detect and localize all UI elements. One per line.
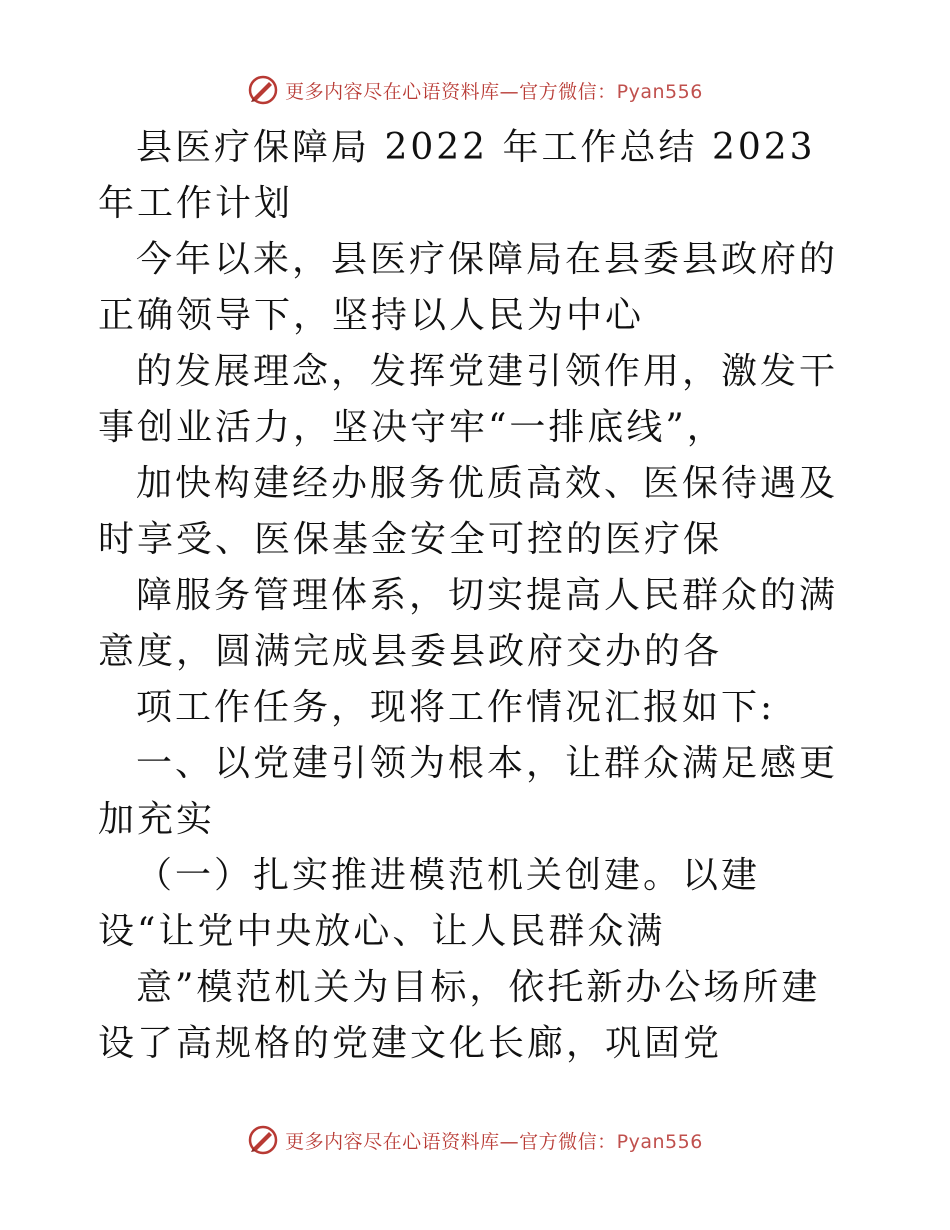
- sub-section-heading: （一）扎实推进模范机关创建。以建设“让党中央放心、让人民群众满: [98, 855, 761, 952]
- header-watermark: [0, 70, 950, 110]
- watermark-text: 更多内容尽在心语资料库—官方微信：Pyan556: [285, 1130, 703, 1153]
- quill-pen-logo-icon: [247, 1124, 279, 1156]
- paragraph: 加快构建经办服务优质高效、医保待遇及时享受、医保基金安全可控的医疗保: [98, 463, 839, 560]
- paragraph: 今年以来，县医疗保障局在县委县政府的正确领导下，坚持以人民为中心: [98, 239, 839, 336]
- watermark-wechat-id: Pyan556: [616, 1130, 703, 1153]
- document-title: 县医疗保障局 2022 年工作总结 2023 年工作计划: [98, 127, 816, 224]
- section-heading: 一、以党建引领为根本，让群众满足感更加充实: [98, 743, 839, 840]
- paragraph: 意”模范机关为目标，依托新办公场所建设了高规格的党建文化长廊，巩固党: [98, 967, 821, 1064]
- watermark-text: 更多内容尽在心语资料库—官方微信：Pyan556: [285, 80, 703, 103]
- quill-pen-logo-icon: [247, 74, 279, 106]
- paragraph: 障服务管理体系，切实提高人民群众的满意度，圆满完成县委县政府交办的各: [98, 575, 839, 672]
- document-body: [98, 120, 858, 1072]
- paragraph: 项工作任务，现将工作情况汇报如下:: [136, 687, 776, 728]
- paragraph: 的发展理念，发挥党建引领作用，激发干事创业活力，坚决守牢“一排底线”，: [98, 351, 839, 448]
- footer-watermark: [0, 1120, 950, 1160]
- watermark-wechat-id: Pyan556: [616, 80, 703, 103]
